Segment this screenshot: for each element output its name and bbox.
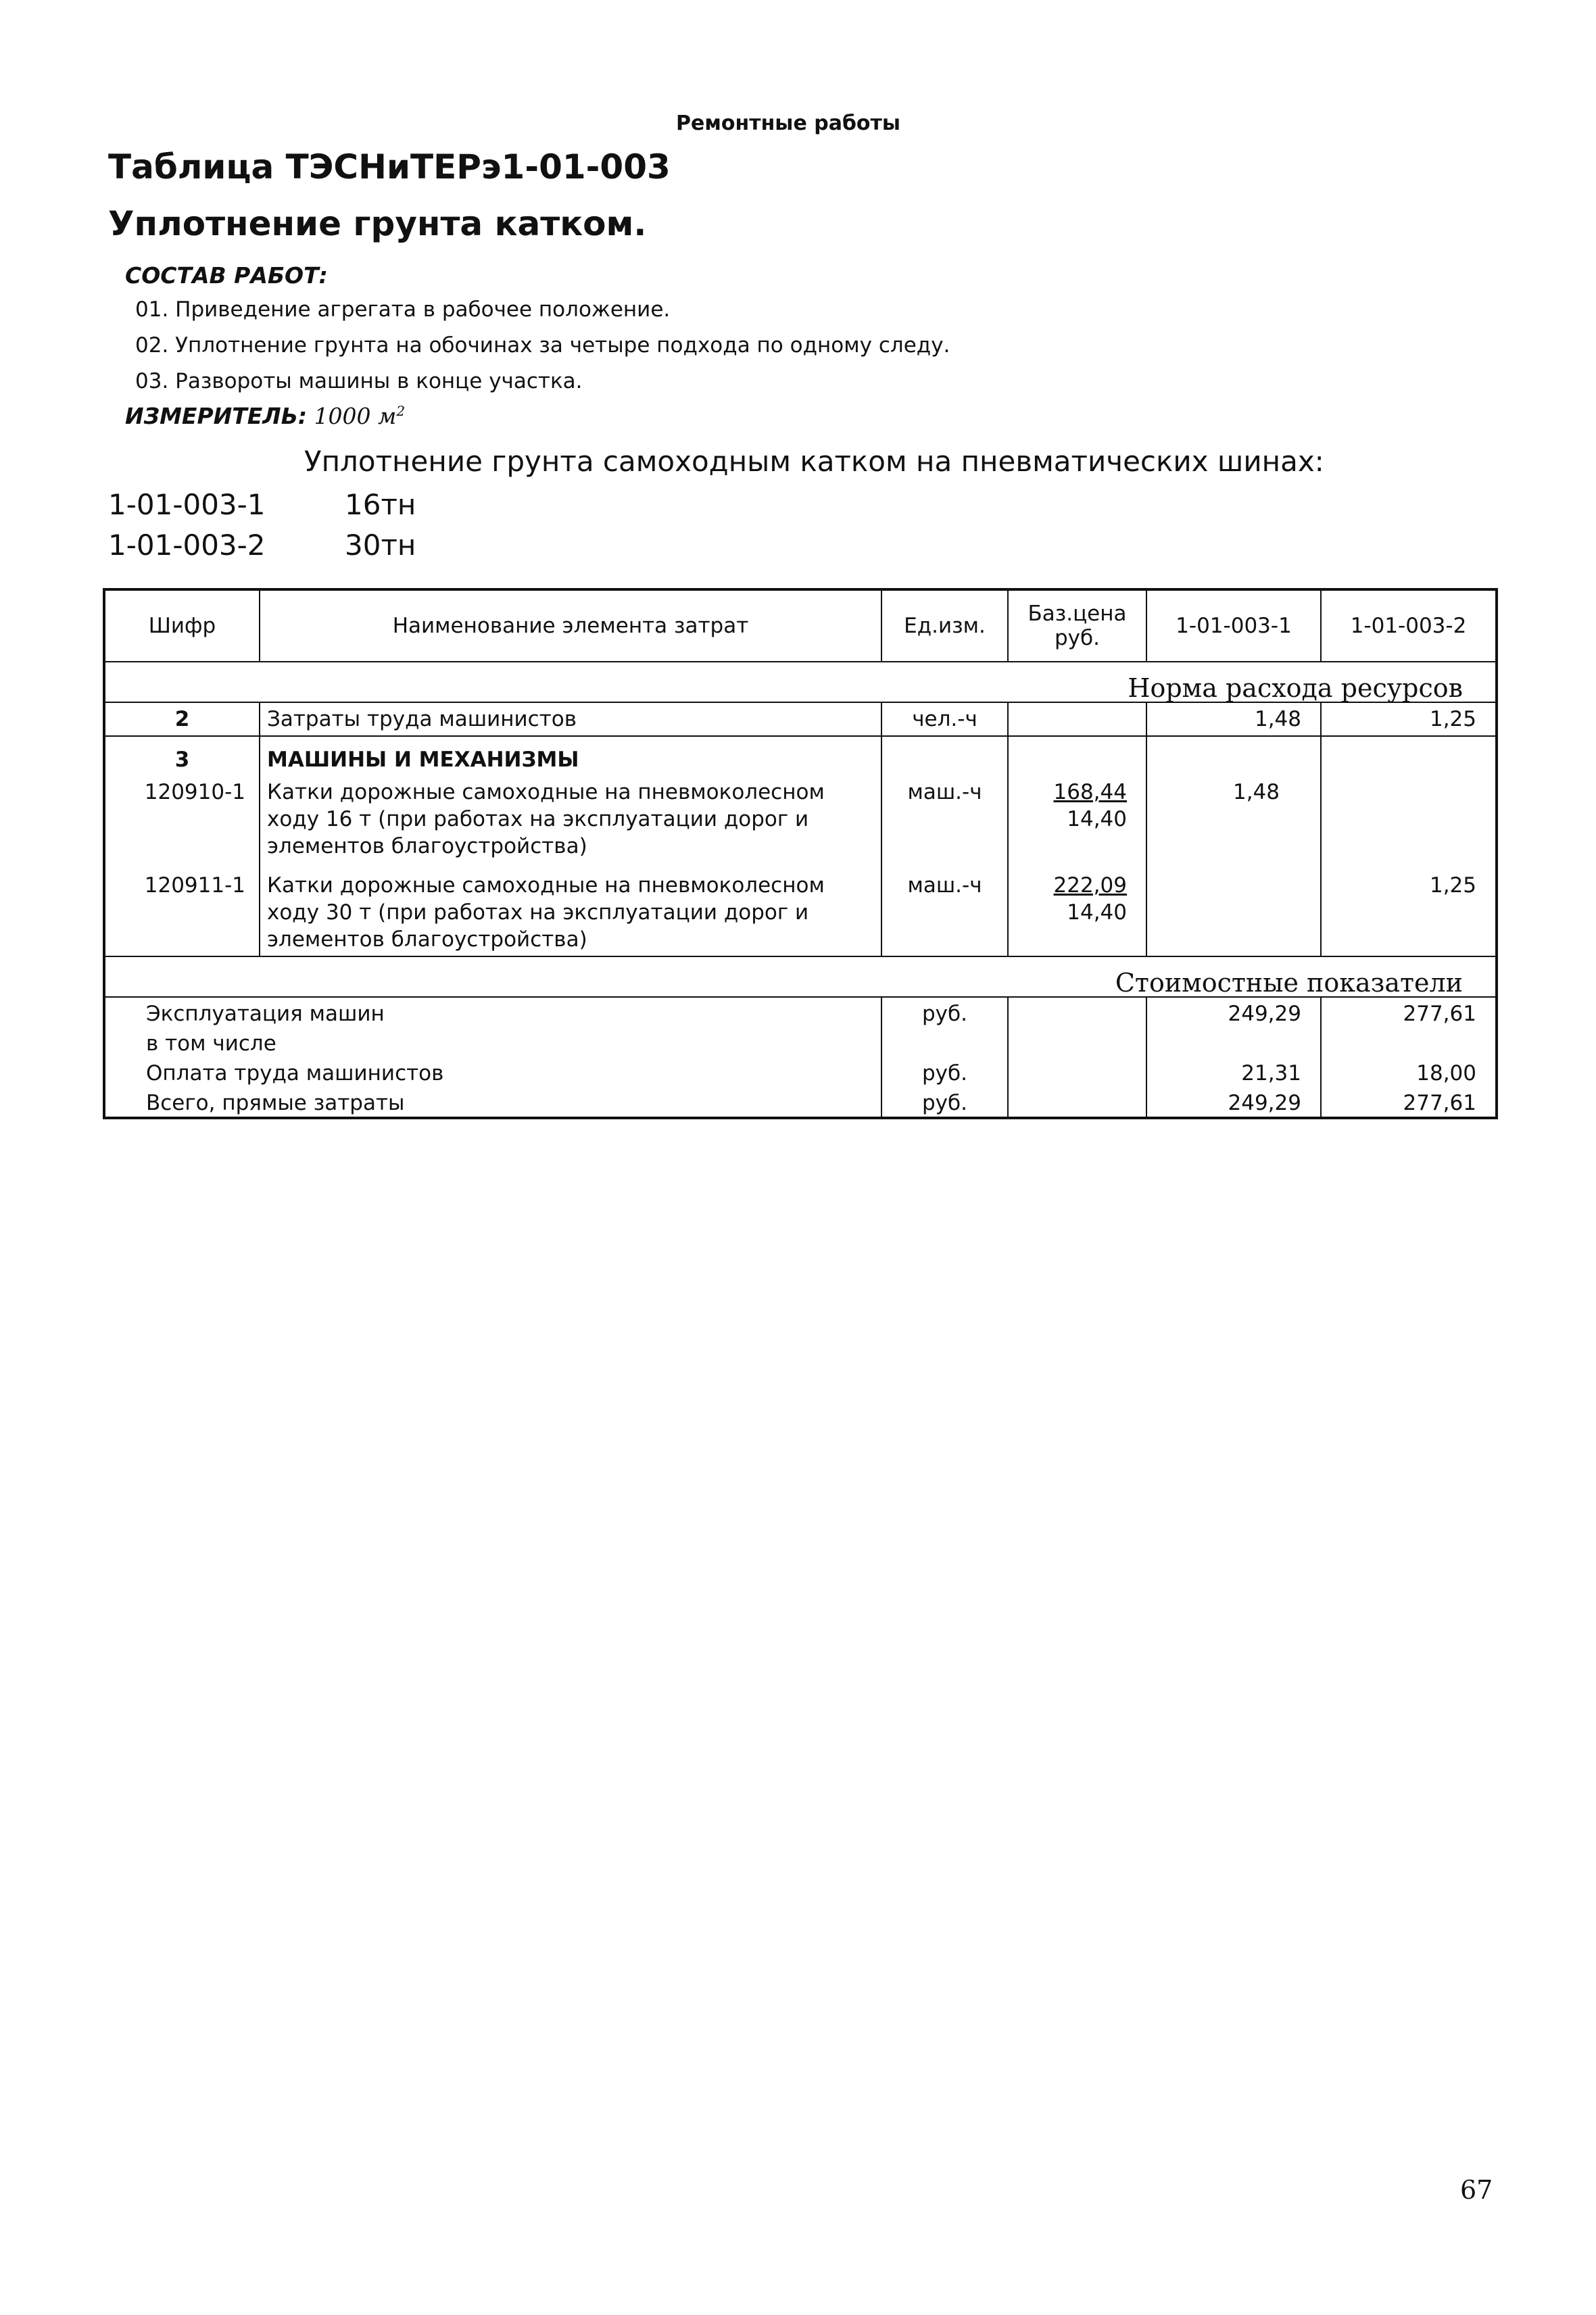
table-header-row bbox=[104, 589, 1497, 662]
meter-label: ИЗМЕРИТЕЛЬ: bbox=[125, 403, 308, 429]
cost-v1 bbox=[1146, 1027, 1321, 1057]
labor-name: Затраты труда машинистов bbox=[260, 702, 881, 736]
cost-v1: 249,29 bbox=[1146, 1087, 1321, 1118]
table-title: Таблица ТЭСНиТЕРэ1-01-003 bbox=[108, 147, 671, 187]
labor-row bbox=[104, 702, 1497, 736]
machine-price: 222,09 14,40 bbox=[1008, 862, 1146, 956]
labor-v2: 1,25 bbox=[1321, 702, 1497, 736]
machine-name: Катки дорожные самоходные на пневмоколесном ходу 30 т (при работах на эксплуатации дорог и элементов благоустройства) bbox=[260, 862, 881, 956]
work-item: 03. Развороты машины в конце участка. bbox=[135, 369, 583, 393]
machines-code: 3 bbox=[104, 736, 260, 776]
cost-unit: руб. bbox=[881, 997, 1008, 1027]
section-costs-row bbox=[104, 956, 1497, 997]
variant-desc: 30тн bbox=[345, 529, 416, 562]
header-code: Шифр bbox=[104, 589, 260, 662]
header-name: Наименование элемента затрат bbox=[260, 589, 881, 662]
header-col2: 1-01-003-2 bbox=[1321, 589, 1497, 662]
variant-code: 1-01-003-1 bbox=[108, 488, 266, 521]
page-number: 67 bbox=[1460, 2175, 1493, 2205]
labor-v1: 1,48 bbox=[1146, 702, 1321, 736]
cost-v2: 277,61 bbox=[1321, 997, 1497, 1027]
cost-unit: руб. bbox=[881, 1087, 1008, 1118]
variant-code: 1-01-003-2 bbox=[108, 529, 266, 562]
cost-row bbox=[104, 1087, 1497, 1118]
meter-value: 1000 $м^2$ bbox=[314, 403, 406, 429]
machines-title: МАШИНЫ И МЕХАНИЗМЫ bbox=[260, 736, 881, 776]
machine-row bbox=[104, 862, 1497, 956]
cost-v1: 249,29 bbox=[1146, 997, 1321, 1027]
resources-table bbox=[103, 588, 1498, 1119]
cost-v1: 21,31 bbox=[1146, 1057, 1321, 1087]
cost-name: Оплата труда машинистов bbox=[104, 1057, 881, 1087]
meter-power: 2 bbox=[396, 403, 406, 419]
cost-row bbox=[104, 1057, 1497, 1087]
running-head: Ремонтные работы bbox=[676, 112, 901, 135]
machine-code: 120911-1 bbox=[104, 862, 260, 956]
header-base-price: Баз.цена руб. bbox=[1008, 589, 1146, 662]
work-item: 02. Уплотнение грунта на обочинах за четыре подхода по одному следу. bbox=[135, 333, 950, 358]
section-costs: Стоимостные показатели bbox=[104, 956, 1497, 997]
machine-unit: маш.-ч bbox=[881, 862, 1008, 956]
header-unit: Ед.изм. bbox=[881, 589, 1008, 662]
cost-name: Эксплуатация машин bbox=[104, 997, 881, 1027]
group-title: Уплотнение грунта самоходным катком на пневматических шинах: bbox=[304, 445, 1324, 478]
machine-v2 bbox=[1321, 776, 1497, 862]
machine-v2: 1,25 bbox=[1321, 862, 1497, 956]
cost-v2: 277,61 bbox=[1321, 1087, 1497, 1118]
header-col1: 1-01-003-1 bbox=[1146, 589, 1321, 662]
machine-row bbox=[104, 776, 1497, 862]
cost-row bbox=[104, 1027, 1497, 1057]
work-item: 01. Приведение агрегата в рабочее положение. bbox=[135, 297, 671, 322]
variant-desc: 16тн bbox=[345, 488, 416, 521]
cost-unit: руб. bbox=[881, 1057, 1008, 1087]
labor-price bbox=[1008, 702, 1146, 736]
labor-code: 2 bbox=[104, 702, 260, 736]
cost-name: в том числе bbox=[104, 1027, 881, 1057]
machine-name: Катки дорожные самоходные на пневмоколесном ходу 16 т (при работах на эксплуатации дорог и элементов благоустройства) bbox=[260, 776, 881, 862]
composition-label: СОСТАВ РАБОТ: bbox=[125, 262, 328, 289]
machine-code: 120910-1 bbox=[104, 776, 260, 862]
machine-v1: 1,48 bbox=[1146, 776, 1321, 862]
machine-v1 bbox=[1146, 862, 1321, 956]
meter bbox=[125, 403, 405, 429]
cost-row bbox=[104, 997, 1497, 1027]
labor-unit: чел.-ч bbox=[881, 702, 1008, 736]
cost-v2: 18,00 bbox=[1321, 1057, 1497, 1087]
cost-v2 bbox=[1321, 1027, 1497, 1057]
work-title: Уплотнение грунта катком. bbox=[108, 204, 647, 243]
machine-unit: маш.-ч bbox=[881, 776, 1008, 862]
machine-price: 168,44 14,40 bbox=[1008, 776, 1146, 862]
machines-header-row bbox=[104, 736, 1497, 776]
cost-name: Всего, прямые затраты bbox=[104, 1087, 881, 1118]
section-norms: Норма расхода ресурсов bbox=[104, 662, 1497, 702]
section-norms-row bbox=[104, 662, 1497, 702]
cost-unit bbox=[881, 1027, 1008, 1057]
